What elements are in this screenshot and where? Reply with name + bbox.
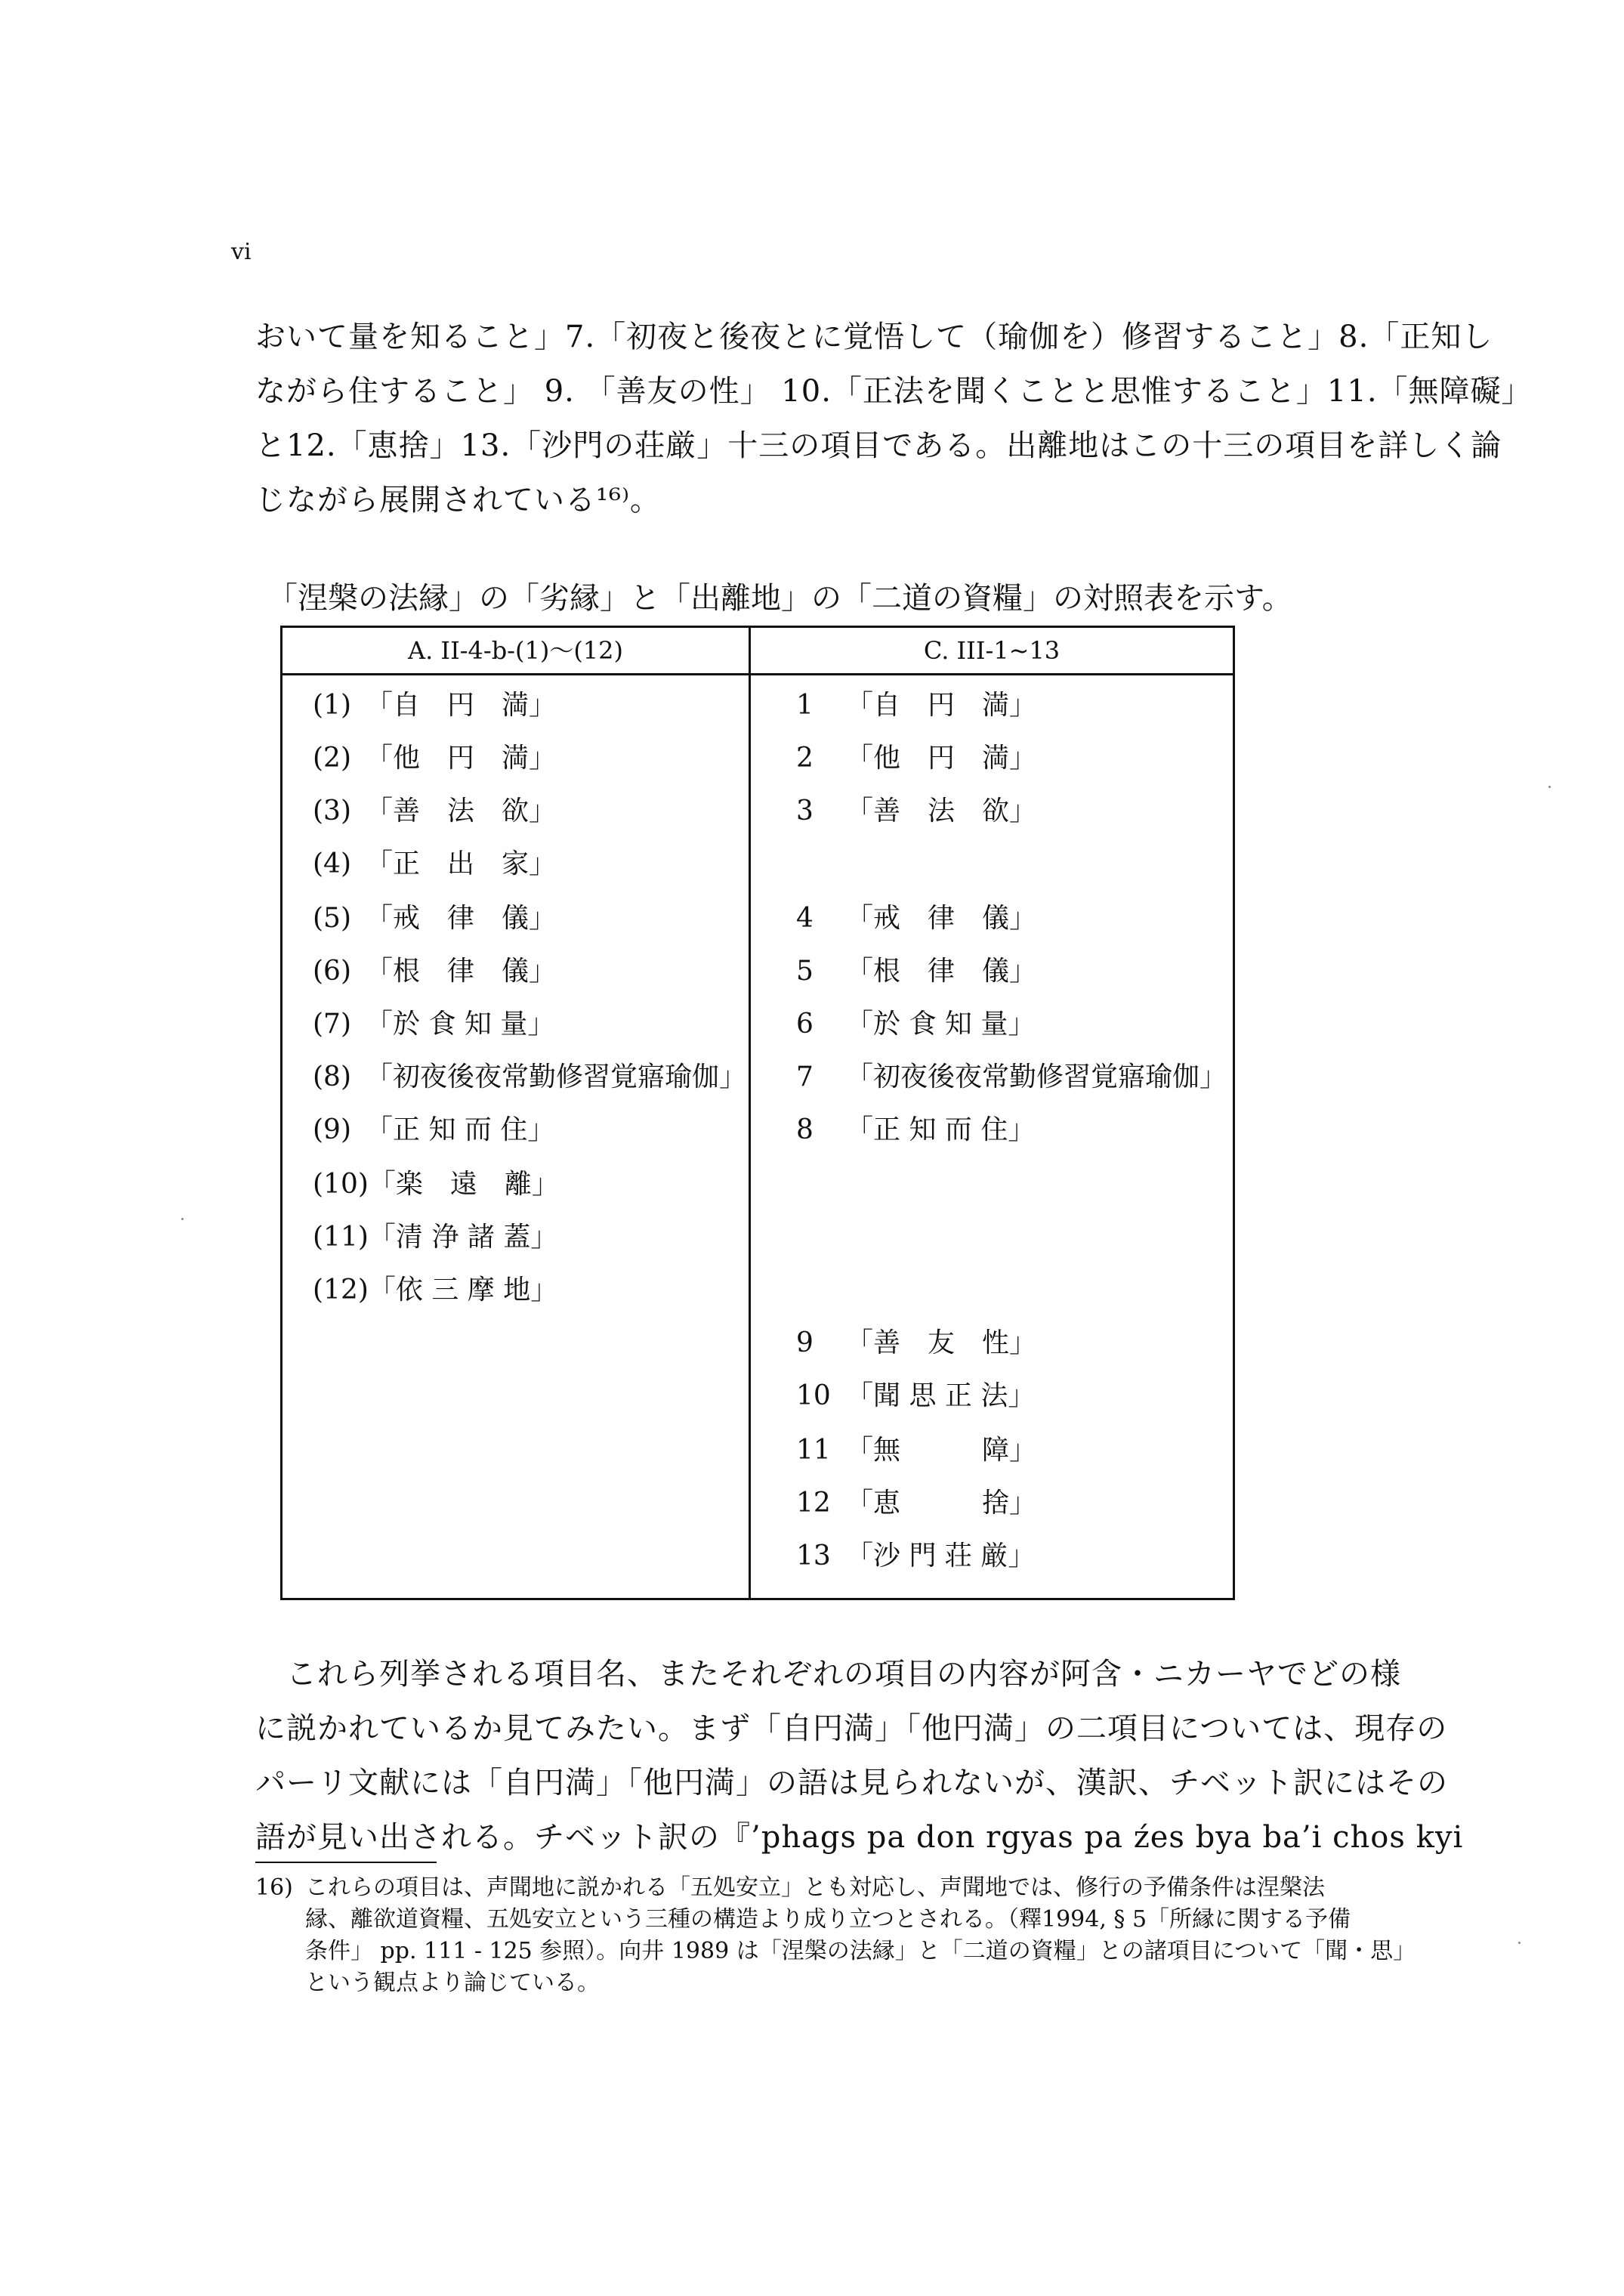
footnote-line: 条件」 pp. 111 - 125 参照）。向井 1989 は「涅槃の法縁」と「二道の資糧」との諸項目について「聞・思」 [305, 1938, 1416, 1964]
intro-paragraph [255, 310, 1533, 527]
table-row [796, 1104, 1035, 1157]
body-line: パーリ文献には「自円満」「他円満」の語は見られないが、漢訳、チベット訳にはその [255, 1766, 1448, 1800]
row-number: 1 [796, 690, 814, 721]
row-number: 4 [796, 903, 814, 934]
row-term: 「戒 律 儀」 [366, 903, 557, 934]
row-number: 3 [796, 796, 814, 827]
row-term: 「他 円 満」 [366, 743, 557, 774]
table-row [313, 892, 556, 945]
row-number: (12) [313, 1275, 369, 1306]
row-number: 10 [796, 1380, 831, 1411]
row-number: 7 [796, 1061, 814, 1092]
row-term: 「依 三 摩 地」 [368, 1275, 558, 1306]
row-number: 8 [796, 1114, 814, 1145]
row-term: 「自 円 満」 [366, 690, 557, 721]
table-column-c [751, 628, 1233, 1598]
row-term: 「清 浄 諸 蓋」 [368, 1222, 558, 1253]
table-row [796, 1530, 1035, 1583]
body-paragraph [255, 1647, 1464, 1865]
table-column-a [283, 628, 751, 1598]
body-line: 語が見い出される。チベット訳の『’phags pa don rgyas pa źes bya ba’i chos kyi [255, 1820, 1464, 1855]
footnote-line: という観点より論じている。 [305, 1970, 600, 1996]
footnote-divider [255, 1862, 437, 1863]
row-term: 「初夜後夜常勤修習覚寤瑜伽」 [846, 1061, 1227, 1092]
scan-speck [1548, 786, 1551, 788]
row-number: (7) [313, 1009, 351, 1040]
row-term: 「他 円 満」 [846, 743, 1037, 774]
intro-line: ながら住すること」 9. 「善友の性」 10.「正法を聞くことと思惟すること」11.「無障礙」 [255, 374, 1533, 409]
footnote-number: 16) [255, 1874, 293, 1901]
row-number: (11) [313, 1222, 369, 1253]
table-row [313, 945, 556, 998]
row-number: 6 [796, 1009, 814, 1040]
comparison-table [280, 626, 1235, 1600]
footnote-16 [255, 1872, 1416, 1999]
table-row [796, 998, 1035, 1051]
table-row [313, 732, 556, 785]
row-number: 13 [796, 1540, 831, 1571]
table-row [313, 1051, 746, 1104]
row-term: 「沙 門 荘 厳」 [846, 1540, 1036, 1571]
table-row [796, 892, 1036, 945]
row-term: 「於 食 知 量」 [366, 1009, 555, 1040]
row-number: 11 [796, 1435, 831, 1466]
row-term: 「恵 捨」 [846, 1488, 1037, 1519]
table-row [796, 1424, 1036, 1477]
row-number: (8) [313, 1061, 351, 1092]
table-row [796, 1317, 1036, 1370]
page-number: vi [231, 239, 252, 265]
table-row [796, 945, 1036, 998]
row-term: 「聞 思 正 法」 [846, 1380, 1036, 1411]
row-term: 「戒 律 儀」 [846, 903, 1037, 934]
table-row [313, 1264, 557, 1317]
row-number: 2 [796, 743, 814, 774]
table-row [313, 838, 556, 891]
footnote-line: 縁、離欲道資糧、五処安立という三種の構造より成り立つとされる。（釋1994, § 5「所縁に関する予備 [305, 1906, 1351, 1933]
row-number: (6) [313, 956, 351, 987]
row-term: 「善 友 性」 [846, 1327, 1037, 1358]
row-term: 「自 円 満」 [846, 690, 1037, 721]
row-term: 「正 出 家」 [366, 848, 557, 879]
intro-line: じながら展開されている¹⁶⁾。 [255, 483, 661, 518]
table-row [313, 785, 556, 838]
column-header-c: C. III-1~13 [751, 628, 1233, 675]
table-row [796, 732, 1036, 785]
intro-line: と12.「恵捨」13.「沙門の荘厳」十三の項目である。出離地はこの十三の項目を詳しく論 [255, 428, 1502, 463]
footnote-line [255, 1872, 1403, 1904]
table-row [796, 1477, 1036, 1530]
body-line: に説かれているか見てみたい。まず「自円満」「他円満」の二項目については、現存の [255, 1711, 1448, 1746]
scan-speck [1518, 1942, 1521, 1944]
table-row [796, 679, 1036, 732]
table-row [313, 1158, 559, 1211]
row-number: (9) [313, 1114, 351, 1145]
table-caption: 「涅槃の法縁」の「劣縁」と「出離地」の「二道の資糧」の対照表を示す。 [267, 581, 1292, 616]
row-number: 12 [796, 1488, 831, 1519]
table-row [313, 998, 554, 1051]
row-term: 「根 律 儀」 [846, 956, 1037, 987]
row-number: (3) [313, 796, 351, 827]
table-row [313, 679, 556, 732]
row-number: (10) [313, 1169, 369, 1200]
row-number: 5 [796, 956, 814, 987]
table-row [313, 1104, 554, 1157]
row-number: (1) [313, 690, 351, 721]
row-term: 「正 知 而 住」 [846, 1114, 1036, 1145]
row-term: 「於 食 知 量」 [846, 1009, 1036, 1040]
footnote-text: これらの項目は、声聞地に説かれる「五処安立」とも対応し、声聞地では、修行の予備条件は涅槃法 [305, 1874, 1325, 1901]
body-line: これら列挙される項目名、またそれぞれの項目の内容が阿含・ニカーヤでどの様 [255, 1657, 1401, 1692]
row-number: (4) [313, 848, 351, 879]
row-term: 「善 法 欲」 [846, 796, 1037, 827]
table-row [796, 1370, 1035, 1423]
intro-line: おいて量を知ること」7.「初夜と後夜とに覚悟して（瑜伽を）修習すること」8.「正知し [255, 320, 1493, 354]
row-term: 「正 知 而 住」 [366, 1114, 555, 1145]
column-header-a: A. II-4-b-(1)～(12) [283, 628, 749, 675]
row-number: 9 [796, 1327, 814, 1358]
row-number: (2) [313, 743, 351, 774]
table-row [796, 1051, 1227, 1104]
scan-speck [181, 1218, 184, 1220]
row-term: 「善 法 欲」 [366, 796, 557, 827]
table-row [796, 785, 1036, 838]
table-row [313, 1211, 557, 1264]
row-term: 「初夜後夜常勤修習覚寤瑜伽」 [366, 1061, 747, 1092]
row-number: (5) [313, 903, 351, 934]
row-term: 「無 障」 [846, 1435, 1037, 1466]
row-term: 「根 律 儀」 [366, 956, 557, 987]
row-term: 「楽 遠 離」 [368, 1169, 559, 1200]
